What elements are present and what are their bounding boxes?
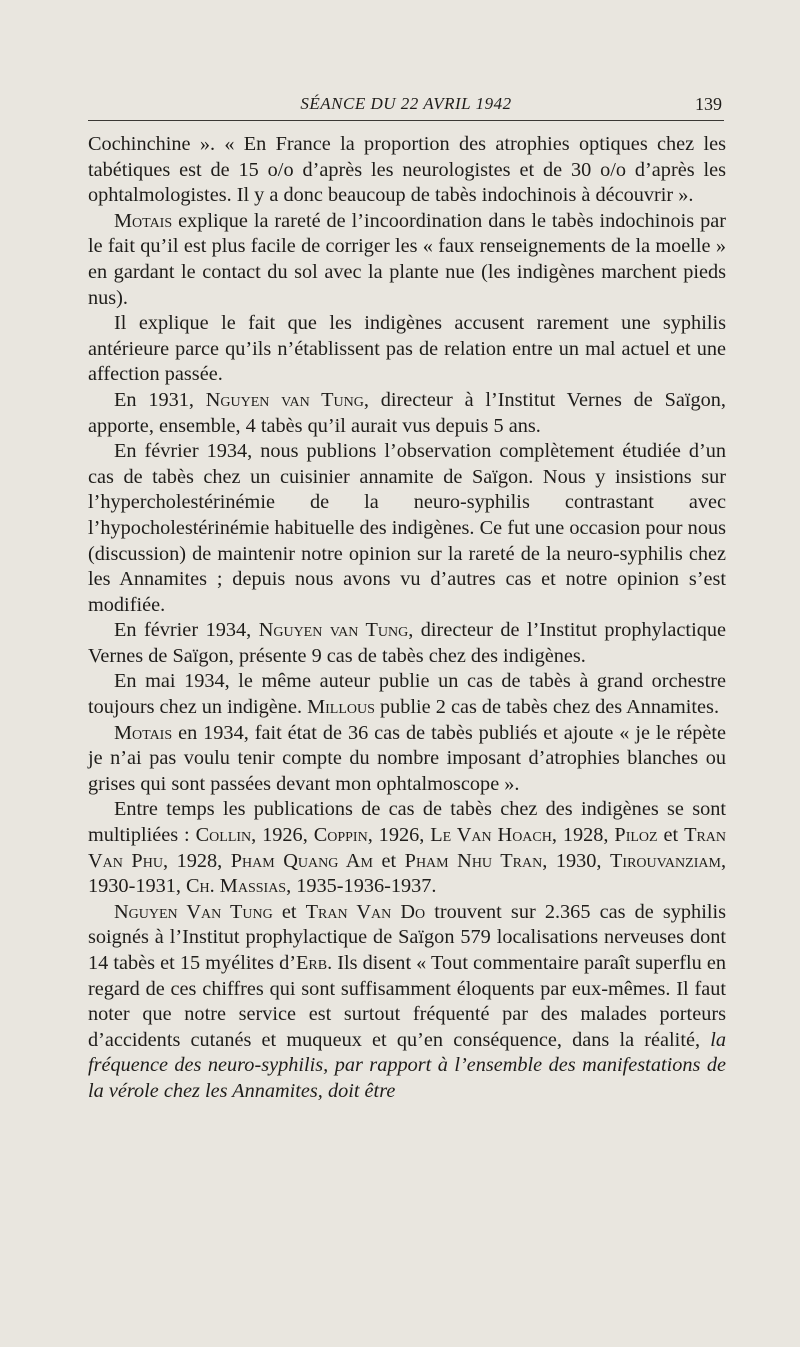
author-name: Pham Quang Am [230, 849, 373, 872]
paragraph [88, 132, 726, 209]
text-segment: et [657, 824, 685, 847]
text-segment: Entre temps les publications de cas de tabès chez des indigènes se sont multipliées : [88, 798, 726, 847]
emphasis-text: la fréquence des neuro-syphilis, par rapport à l’ensemble des manifestations de la vérole chez les Annamites, doit être [88, 1028, 726, 1102]
text-segment: . Ils disent « Tout commentaire paraît superflu en regard de ces chiffres qui sont suffisamment éloquents par eux-mêmes. Il faut noter que notre service est surtout fréquenté par des malades porteurs d’accidents cutanés et muqueux et qu’en conséquence, dans la réalité, [88, 952, 726, 1051]
paragraph [88, 439, 726, 618]
author-name: Le Van Hoach [430, 824, 552, 847]
paragraph [88, 388, 726, 439]
text-segment: En février 1934, [114, 619, 259, 642]
author-name: Nguyen van Tung [205, 388, 364, 411]
author-name: Tran Van Phu [88, 824, 727, 872]
author-name: Coppin [313, 824, 368, 847]
text-segment: , 1926, [367, 824, 431, 847]
text-segment: Cochinchine ». « En France la proportion des atrophies optiques chez les tabétiques est de 15 o/o d’après les neurologistes et de 30 o/o d’après les ophtalmologistes. Il y a donc beaucoup de tabès indochinois à découvrir ». [88, 133, 726, 207]
author-name: Motais [114, 209, 173, 232]
text-segment: En mai 1934, le même auteur publie un cas de tabès à grand orchestre toujours chez un indigène. [88, 670, 726, 719]
text-segment: , 1930, [542, 849, 611, 872]
text-segment: En 1931, [114, 388, 206, 411]
author-name: Nguyen Van Tung [114, 900, 273, 923]
text-segment: explique la rareté de l’incoordination dans le tabès indochinois par le fait qu’il est plus facile de corriger les « faux renseignements de la moelle » en gardant le contact du sol avec la plante nue (les indigènes marchent pieds nus). [88, 209, 726, 309]
text-segment: publie 2 cas de tabès chez des Annamites. [374, 696, 720, 719]
text-segment: et [372, 849, 405, 872]
author-name: Piloz [614, 824, 658, 847]
author-name: Collin [195, 824, 252, 847]
author-name: Tirouvanziam [610, 849, 721, 872]
paragraph [88, 311, 726, 388]
text-segment: , directeur de l’Institut prophylactique Vernes de Saïgon, présente 9 cas de tabès chez des indigènes. [88, 619, 726, 667]
text-segment: Il explique le fait que les indigènes accusent rarement une syphilis antérieure parce qu’ils n’établissent pas de relation entre un mal actuel et une affection passée. [88, 312, 726, 386]
paragraph [88, 797, 726, 899]
text-segment: , 1928, [162, 849, 231, 872]
author-name: Ch. Massias [186, 875, 287, 898]
text-segment: , 1928, [551, 824, 615, 847]
running-title: SÉANCE DU 22 AVRIL 1942 [300, 94, 512, 113]
text-segment: , 1935-1936-1937. [286, 875, 437, 898]
author-name: Nguyen van Tung [258, 619, 409, 642]
paragraph [88, 900, 726, 1105]
text-segment: En février 1934, nous publions l’observation complètement étudiée d’un cas de tabès chez un cuisinier annamite de Saïgon. Nous y insistions sur l’hypercholestérinémie de la neuro-syphilis contrastant avec l’hypocholestérinémie habituelle des indigènes. Ce fut une occasion pour nous (discussion) de maintenir notre opinion sur la rareté de la neuro-syphilis chez les Annamites ; depuis nous avons vu d’autres cas et notre opinion s’est modifiée. [88, 440, 726, 616]
paragraph [88, 721, 726, 798]
text-segment: , 1930-1931, [88, 849, 727, 898]
author-name: Millous [307, 696, 375, 719]
text-segment: , directeur à l’Institut Vernes de Saïgon, apporte, ensemble, 4 tabès qu’il aurait vus depuis 5 ans. [88, 388, 726, 437]
author-name: Tran Van Do [305, 900, 426, 923]
paragraph [88, 669, 726, 720]
author-name: Motais [114, 721, 173, 744]
text-segment: , 1926, [251, 824, 314, 847]
author-name: Pham Nhu Tran [404, 849, 543, 872]
author-name: Erb [296, 952, 328, 974]
page-header [88, 90, 724, 121]
paragraph [88, 209, 726, 311]
text-segment: trouvent sur 2.365 cas de syphilis soignés à l’Institut prophylactique de Saïgon 579 localisations nerveuses dont 14 tabès et 15 myélites d’ [88, 900, 726, 974]
body-text [88, 132, 726, 1105]
text-segment: en 1934, fait état de 36 cas de tabès publiés et ajoute « je le répète je n’ai pas voulu tenir compte du nombre imposant d’atrophies blanches ou grises qui sont passées devant mon ophtalmoscope ». [88, 721, 726, 795]
page-number: 139 [695, 94, 722, 114]
text-segment: et [272, 900, 306, 923]
paragraph [88, 618, 726, 669]
